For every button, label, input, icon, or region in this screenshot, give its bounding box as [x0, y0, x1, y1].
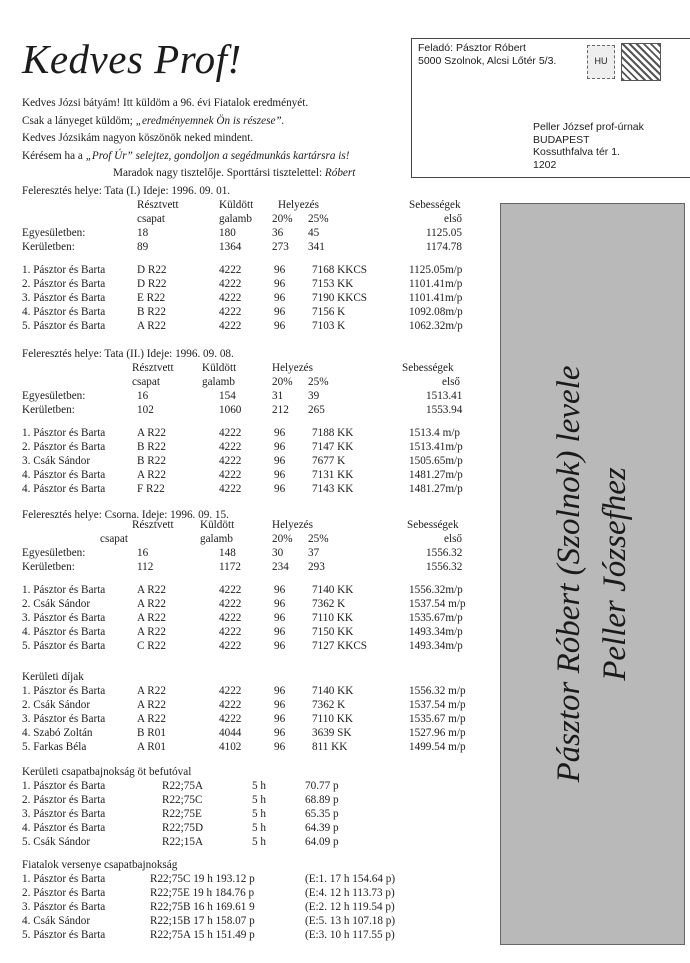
postmark-icon [621, 43, 661, 81]
banner-line-2: Peller Józsefhez [596, 467, 633, 681]
letter-line-1: Kedves Józsi bátyám! Itt küldöm a 96. évi Fiatalok eredményét. [22, 97, 309, 109]
stamp-icon: HU [587, 45, 615, 79]
recipient-address: Peller József prof-úrnak BUDAPEST Kossuthfalva tér 1. 1202 [533, 121, 644, 171]
envelope-address [411, 38, 690, 178]
vertical-banner [500, 203, 685, 945]
page-title: Kedves Prof! [22, 36, 242, 82]
letter-line-5: Maradok nagy tisztelője. Sporttársi tisztelettel: Róbert [113, 167, 356, 180]
letter-text [22, 95, 412, 183]
banner-line-1: Pásztor Róbert (Szolnok) levele [550, 365, 587, 783]
letter-line-4: Kérésem ha a „Prof Úr” selejtez, gondoljon a segédmunkás kartársra is! [22, 149, 350, 162]
letter-line-3: Kedves Józsikám nagyon köszönök neked mindent. [22, 132, 254, 145]
letter-line-2: Csak a lányeget küldöm; „eredményemnek Ön is részese”. [22, 114, 285, 127]
sender-address: Feladó: Pásztor Róbert 5000 Szolnok, Alcsi Lőtér 5/3. [418, 42, 557, 67]
